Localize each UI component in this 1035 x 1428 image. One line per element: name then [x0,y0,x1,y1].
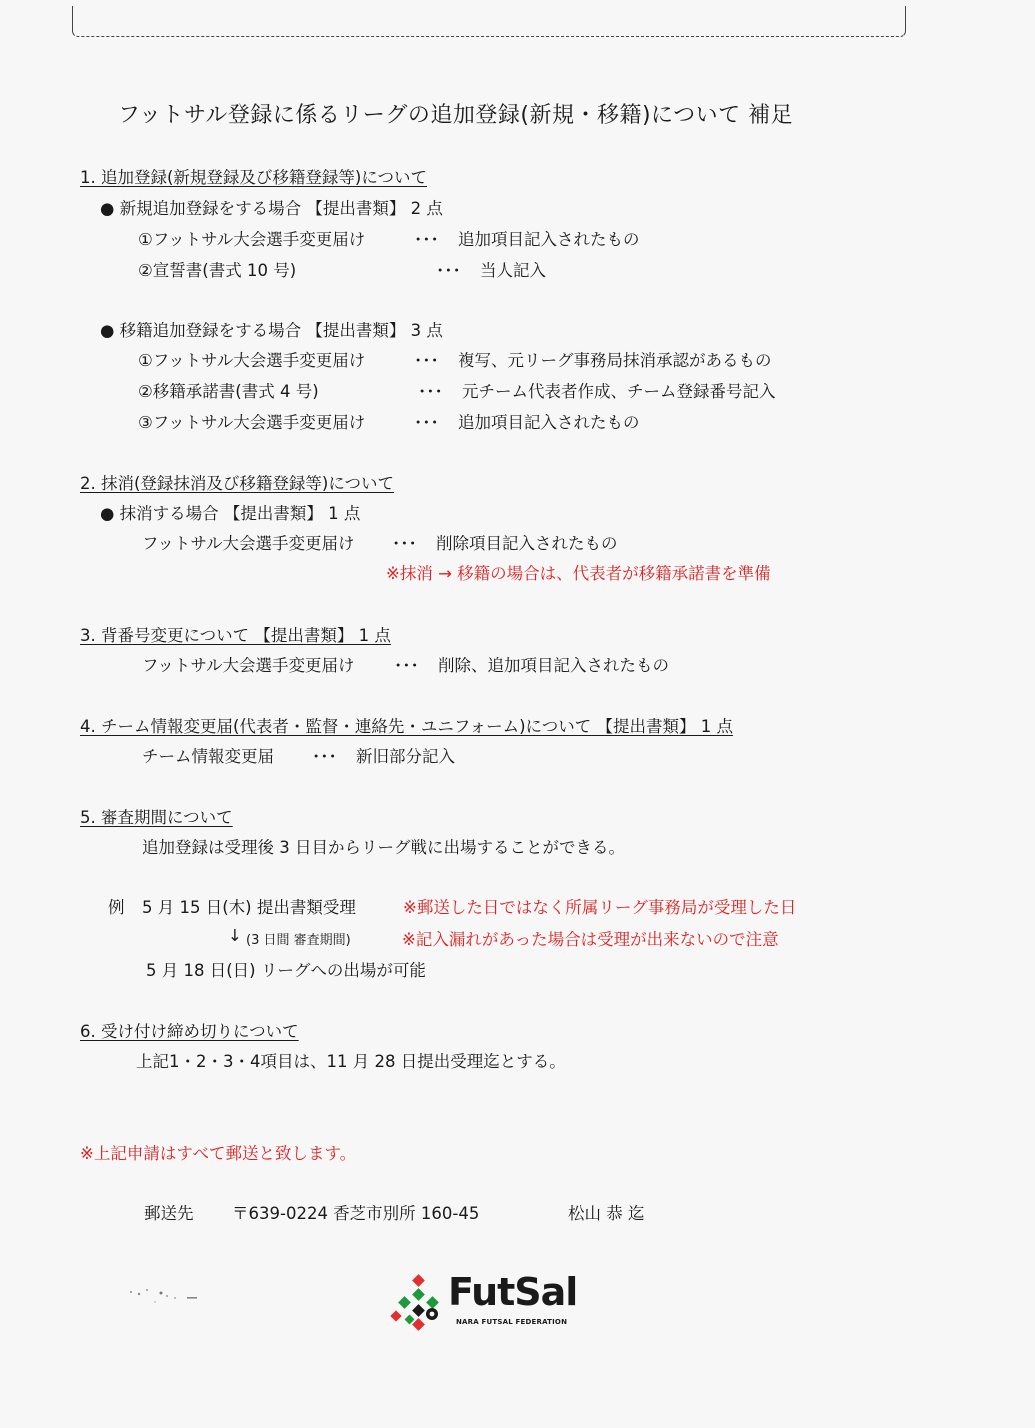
deletion-warning: ※抹消 → 移籍の場合は、代表者が移籍承諾書を準備 [386,564,771,583]
new-item-1-sep: ･･･ [414,230,439,249]
deletion-item-note: 削除項目記入されたもの [436,534,618,553]
number-change-note: 削除、追加項目記入されたもの [438,656,669,675]
number-change-sep: ･･･ [394,656,419,675]
section-2-heading: 2. 抹消(登録抹消及び移籍登録等)について [80,474,395,493]
transfer-item-2-doc: ②移籍承諾書(書式 4 号) [138,382,319,401]
new-item-1-doc: ①フットサル大会選手変更届け [138,230,366,249]
mail-address: 〒639-0224 香芝市別所 160-45 [232,1204,480,1223]
mail-notice: ※上記申請はすべて郵送と致します。 [80,1144,357,1163]
section-5-heading: 5. 審査期間について [80,808,233,827]
example-date-1: 5 月 15 日(木) 提出書類受理 [142,898,356,917]
section-4-heading: 4. チーム情報変更届(代表者・監督・連絡先・ユニフォーム)について 【提出書類】 1 点 [80,717,733,736]
example-arrow: ↓ [228,926,242,945]
section-3-heading: 3. 背番号変更について 【提出書類】 1 点 [80,626,391,645]
example-date-1-note: ※郵送した日ではなく所属リーグ事務局が受理した日 [403,898,797,917]
mail-label: 郵送先 [144,1204,194,1223]
transfer-item-2-note: 元チーム代表者作成、チーム登録番号記入 [462,382,776,401]
new-item-1-note: 追加項目記入されたもの [458,230,640,249]
example-label: 例 [108,898,125,917]
team-info-note: 新旧部分記入 [356,747,455,766]
example-date-2: 5 月 18 日(日) リーグへの出場が可能 [146,961,426,980]
deletion-item-doc: フットサル大会選手変更届け [142,534,355,553]
review-period-label: (3 日間 審査期間) [246,933,351,948]
scan-smudge [125,1284,205,1310]
new-item-2-doc: ②宣誓書(書式 10 号) [138,261,297,280]
new-item-2-note: 当人記入 [480,261,546,280]
transfer-item-3-sep: ･･･ [414,413,439,432]
new-registration-bullet: ● 新規追加登録をする場合 【提出書類】 2 点 [100,199,443,218]
section-1-heading: 1. 追加登録(新規登録及び移籍登録等)について [80,168,428,187]
team-info-doc: チーム情報変更届 [142,747,274,766]
number-change-doc: フットサル大会選手変更届け [142,656,355,675]
team-info-sep: ･･･ [312,747,337,766]
example-warning: ※記入漏れがあった場合は受理が出来ないので注意 [402,930,779,949]
federation-logo [390,1272,590,1336]
top-frame-border [72,6,906,37]
section-6-heading: 6. 受け付け締め切りについて [80,1022,299,1041]
transfer-registration-bullet: ● 移籍追加登録をする場合 【提出書類】 3 点 [100,321,443,340]
diamond-mosaic-icon [390,1272,452,1336]
transfer-item-1-sep: ･･･ [414,351,439,370]
transfer-item-3-note: 追加項目記入されたもの [458,413,640,432]
deletion-item-sep: ･･･ [392,534,417,553]
deletion-bullet: ● 抹消する場合 【提出書類】 1 点 [100,504,361,523]
logo-org-name: NARA FUTSAL FEDERATION [456,1318,568,1326]
new-item-2-sep: ･･･ [436,261,461,280]
mail-recipient: 松山 恭 迄 [568,1204,645,1223]
transfer-item-1-note: 複写、元リーグ事務局抹消承認があるもの [458,351,772,370]
review-period-body: 追加登録は受理後 3 日目からリーグ戦に出場することができる。 [142,838,625,857]
transfer-item-2-sep: ･･･ [418,382,443,401]
transfer-item-3-doc: ③フットサル大会選手変更届け [138,413,366,432]
transfer-item-1-doc: ①フットサル大会選手変更届け [138,351,366,370]
deadline-body: 上記1・2・3・4項目は、11 月 28 日提出受理迄とする。 [136,1052,566,1071]
logo-wordmark: FutSal [448,1270,578,1314]
page-title: フットサル登録に係るリーグの追加登録(新規・移籍)について 補足 [118,103,794,128]
